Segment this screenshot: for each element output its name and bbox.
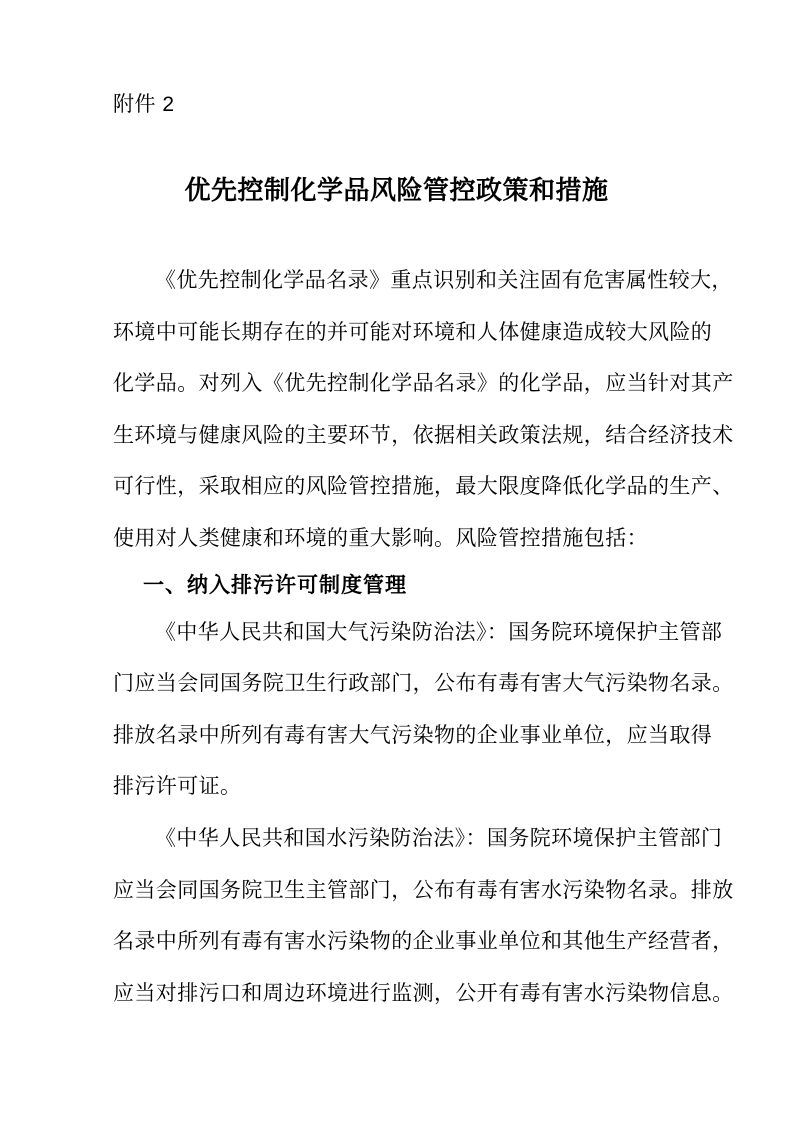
text-line: 名录中所列有毒有害水污染物的企业事业单位和其他生产经营者， <box>113 930 734 954</box>
section-heading-permit-system: 一、纳入排污许可制度管理 <box>143 573 407 597</box>
page-title: 优先控制化学品风险管控政策和措施 <box>184 175 609 205</box>
text-line: 《中华人民共和国大气污染防治法》：国务院环境保护主管部 <box>155 620 723 644</box>
text-line: 生环境与健康风险的主要环节，依据相关政策法规，结合经济技术 <box>113 423 734 447</box>
air-pollution-law-paragraph <box>113 607 785 813</box>
text-line: 应当对排污口和周边环境进行监测，公开有毒有害水污染物信息。 <box>113 981 734 1005</box>
text-line: 使用对人类健康和环境的重大影响。风险管控措施包括： <box>113 526 648 550</box>
text-line: 应当会同国务院卫生主管部门，公布有毒有害水污染物名录。排放 <box>113 878 734 902</box>
text-line: 《优先控制化学品名录》重点识别和关注固有危害属性较大， <box>155 269 733 292</box>
text-line: 环境中可能长期存在的并可能对环境和人体健康造成较大风险的 <box>113 320 713 344</box>
text-line: 门应当会同国务院卫生行政部门，公布有毒有害大气污染物名录。 <box>113 672 734 696</box>
water-pollution-law-paragraph <box>113 813 785 1019</box>
text-line: 可行性，采取相应的风险管控措施，最大限度降低化学品的生产、 <box>113 475 734 499</box>
text-line: 化学品。对列入《优先控制化学品名录》的化学品，应当针对其产 <box>113 372 734 396</box>
attachment-label: 附件 2 <box>113 93 175 116</box>
intro-paragraph <box>113 255 785 565</box>
text-line: 排放名录中所列有毒有害大气污染物的企业事业单位，应当取得 <box>113 723 713 747</box>
document-body <box>113 255 785 1019</box>
text-line: 《中华人民共和国水污染防治法》：国务院环境保护主管部门 <box>155 826 723 850</box>
text-line: 排污许可证。 <box>113 775 242 799</box>
